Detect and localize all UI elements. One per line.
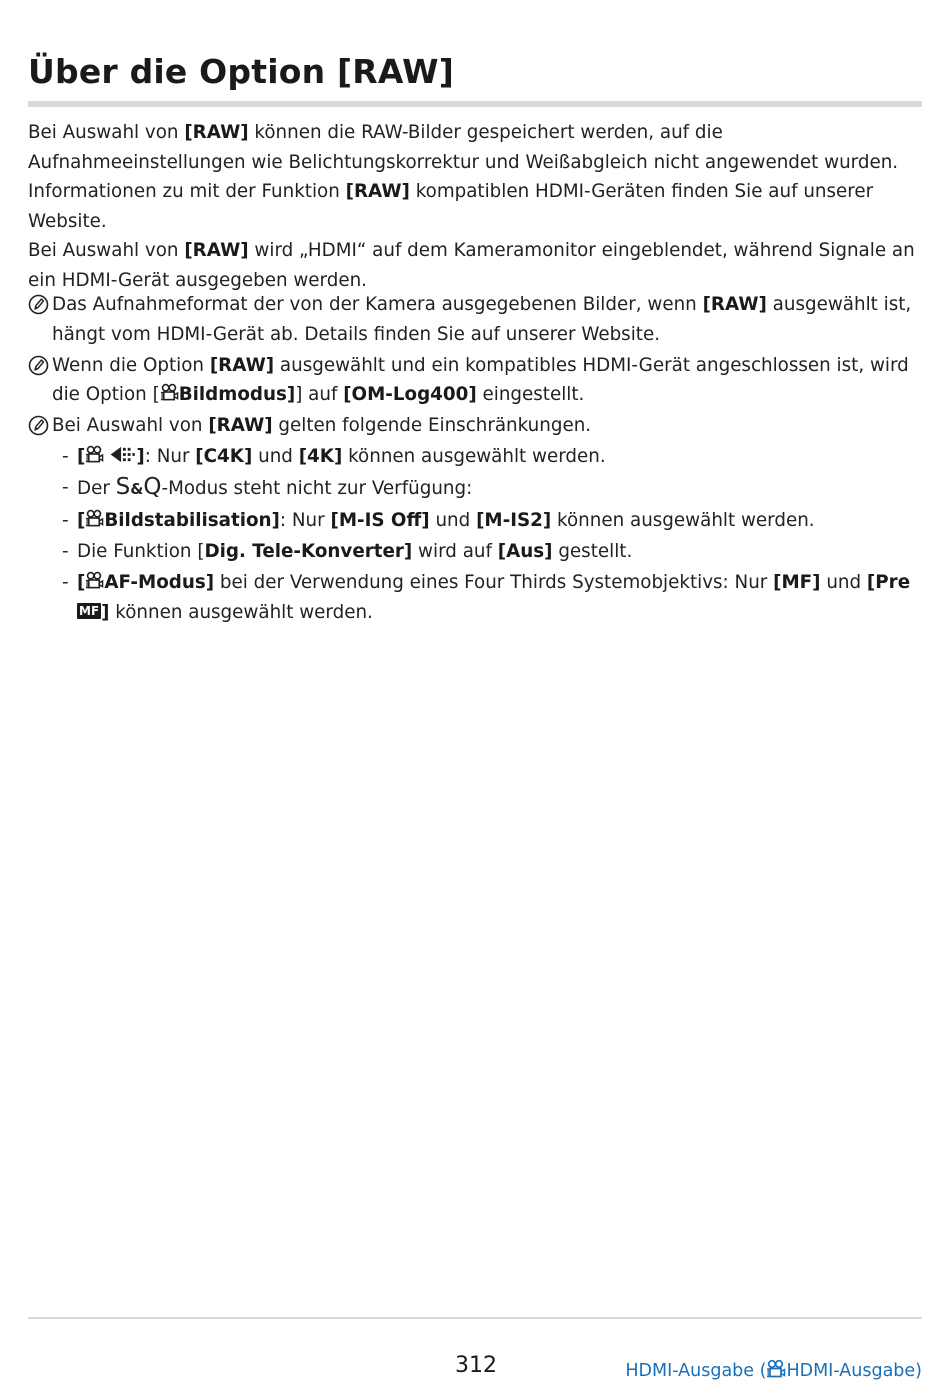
m-is2-label: [M-IS2] [476, 510, 552, 531]
intro-paragraph-2 [28, 177, 928, 236]
bracket: [ [77, 446, 86, 467]
off-label: [Aus] [497, 541, 553, 562]
note-item [28, 351, 928, 410]
af-mode-label: AF-Modus] [104, 572, 215, 593]
image-stabilization-label: Bildstabilisation] [104, 510, 280, 531]
text: und [429, 510, 477, 531]
breadcrumb-link[interactable] [625, 1359, 922, 1381]
page-title: Über die Option [RAW] [28, 52, 455, 91]
note-item [28, 290, 928, 349]
text: gelten folgende Einschränkungen. [272, 415, 592, 436]
movie-camera-icon [85, 509, 104, 528]
text: wird auf [412, 541, 498, 562]
text: und [820, 572, 867, 593]
text: -Modus steht nicht zur Verfügung: [161, 478, 473, 499]
text: gestellt. [552, 541, 633, 562]
text: kompatiblen HDMI-Geräten finden Sie auf unserer Website. [28, 181, 874, 232]
text: Wenn die Option [52, 354, 210, 376]
movie-camera-icon [85, 445, 104, 464]
om-log400-label: [OM-Log400] [343, 384, 477, 405]
text: ausgewählt ist, hängt vom HDMI-Gerät ab. Details finden Sie auf unserer Website. [52, 294, 912, 345]
c4k-label: [C4K] [195, 446, 253, 467]
list-item [52, 473, 928, 505]
text: : Nur [279, 510, 331, 531]
footer-divider [28, 1317, 922, 1319]
list-dash: - [62, 572, 69, 593]
note-pencil-icon [28, 294, 49, 315]
raw-option-label: [RAW] [208, 415, 273, 436]
bracket: [ [77, 510, 86, 531]
movie-camera-icon [766, 1359, 786, 1379]
movie-camera-icon [160, 383, 179, 402]
slow-quick-mode-icon [115, 474, 162, 500]
link-text[interactable]: HDMI-Ausgabe) [786, 1361, 922, 1381]
notes-section [28, 290, 928, 629]
mf-badge-icon: MF [79, 603, 100, 618]
text: ausgewählt und ein kompatibles HDMI-Gerät angeschlossen ist, wird die Option [52, 354, 909, 405]
note-pencil-icon [28, 415, 49, 436]
text: Der [77, 478, 116, 499]
page-number: 312 [455, 1353, 497, 1378]
pre-mf-label: [Pre [866, 572, 911, 593]
text: können ausgewählt werden. [342, 446, 606, 467]
text: bei der Verwendung eines Four Thirds Systemobjektivs: Nur [214, 572, 774, 593]
text: können die RAW-Bilder gespeichert werden, auf die Aufnahmeeinstellungen wie Belichtungskorrektur und Weißabgleich nicht angewendet wurden. [28, 122, 899, 173]
intro-paragraph-3 [28, 236, 928, 295]
raw-option-label: [RAW] [345, 181, 410, 202]
text: können ausgewählt werden. [551, 510, 815, 531]
bracket: [ [152, 384, 160, 405]
text: Bei Auswahl von [28, 122, 185, 143]
note-pencil-icon [28, 355, 49, 376]
list-item [52, 506, 928, 536]
raw-option-label: [RAW] [702, 294, 767, 315]
mf-label: [MF] [773, 572, 821, 593]
picture-mode-label: Bildmodus] [178, 384, 296, 405]
text: Bei Auswahl von [28, 240, 185, 261]
text: Bei Auswahl von [52, 415, 209, 436]
list-dash: - [62, 510, 69, 531]
bracket: ] [136, 446, 145, 467]
4k-label: [4K] [298, 446, 343, 467]
text: Die Funktion [ [77, 541, 205, 562]
list-dash: - [62, 541, 69, 562]
text: wird „HDMI“ auf dem Kameramonitor eingeblendet, während Signale an ein HDMI-Gerät ausgegeben werden. [28, 240, 915, 291]
note-item [28, 411, 928, 441]
movie-camera-icon [85, 571, 104, 590]
sq-s: S [115, 474, 131, 500]
text: Informationen zu mit der Funktion [28, 181, 346, 202]
m-is-off-label: [M-IS Off] [330, 510, 430, 531]
intro-paragraph-1 [28, 118, 928, 177]
text: Das Aufnahmeformat der von der Kamera ausgegebenen Bilder, wenn [52, 294, 703, 315]
sq-amp: & [130, 480, 144, 498]
title-divider [28, 101, 922, 107]
bracket: ] [101, 601, 110, 623]
list-dash: - [62, 477, 69, 498]
link-text[interactable]: HDMI-Ausgabe ( [625, 1361, 767, 1381]
text: können ausgewählt werden. [109, 601, 373, 623]
image-quality-icon [108, 445, 136, 464]
restrictions-list [28, 442, 928, 627]
digital-tele-converter-label: Dig. Tele-Konverter] [204, 541, 413, 562]
list-item [52, 537, 928, 567]
list-item [52, 568, 928, 627]
text: und [252, 446, 299, 467]
raw-option-label: [RAW] [184, 240, 249, 261]
raw-option-label: [RAW] [209, 354, 275, 376]
list-dash: - [62, 446, 69, 467]
bracket: [ [77, 572, 86, 593]
list-item [52, 442, 928, 472]
raw-option-label: [RAW] [184, 122, 249, 143]
intro-text [28, 118, 928, 295]
text: eingestellt. [476, 384, 585, 405]
text: ] auf [295, 384, 344, 405]
text: : Nur [144, 446, 196, 467]
sq-q: Q [143, 474, 162, 500]
